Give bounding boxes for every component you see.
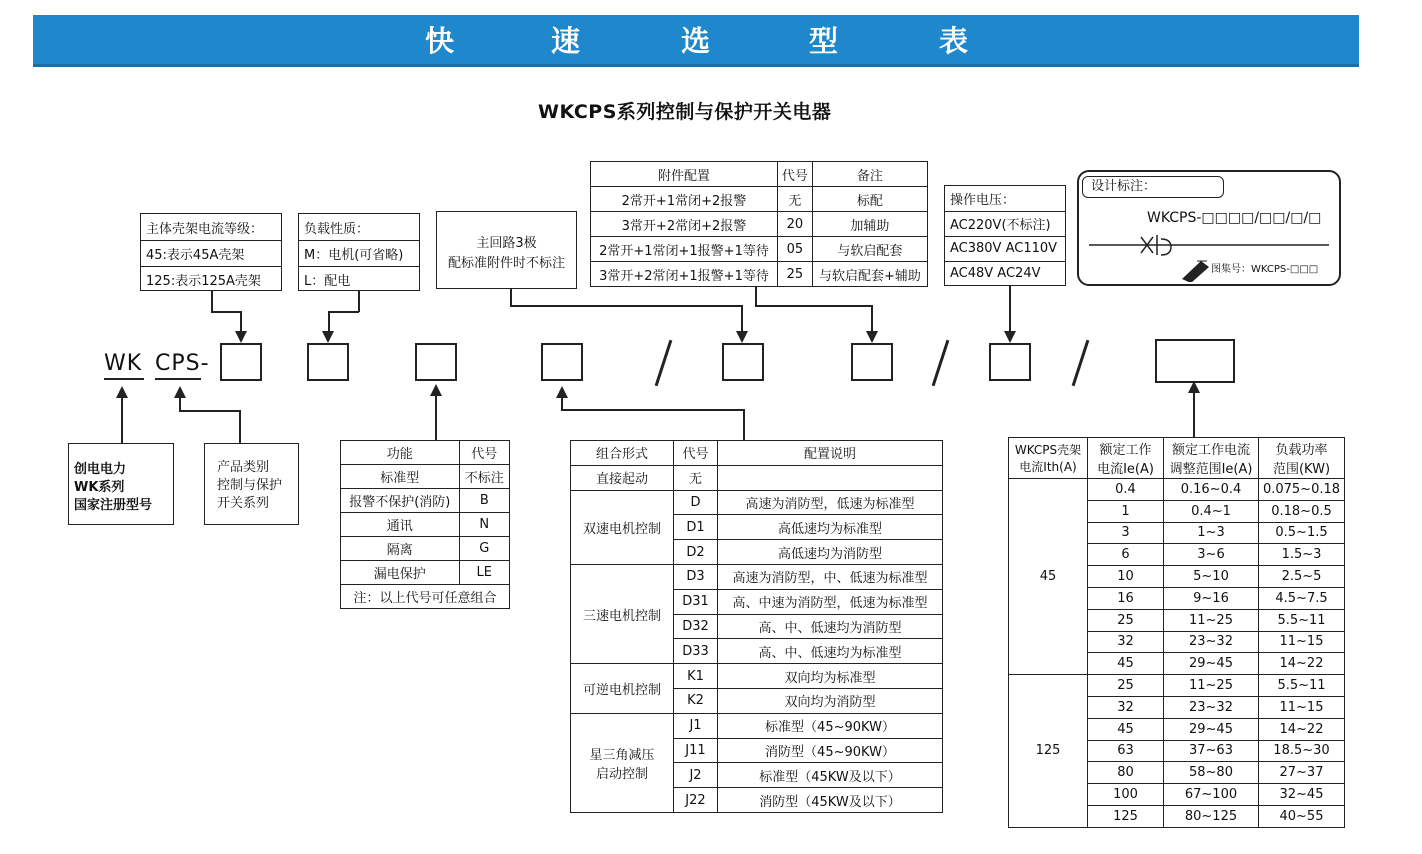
combo-desc (718, 465, 943, 490)
rating-cell: 11~25 (1164, 609, 1259, 631)
category-line: 产品类别 (217, 459, 270, 475)
rating-cell: 3~6 (1164, 544, 1259, 566)
combo-desc: 高低速均为消防型 (718, 540, 943, 565)
rating-cell: 6 (1088, 544, 1164, 566)
combo-label-line: 启动控制 (595, 766, 648, 782)
rating-cell: 27~37 (1259, 762, 1345, 784)
voltage-box-title: 操作电压： (950, 193, 1016, 208)
voltage-box-row: AC220V(不标注) (950, 218, 1051, 233)
combo-code: D (674, 490, 718, 515)
function-cell: 不标注 (459, 465, 509, 489)
model-prefix-cps: CPS- (155, 351, 210, 376)
rating-cell: 10 (1088, 566, 1164, 588)
rating-cell: 32 (1088, 631, 1164, 653)
banner-char: 表 (939, 24, 969, 58)
rating-cell: 14~22 (1259, 718, 1345, 740)
model-slot-function (415, 343, 457, 381)
combo-desc: 消防型（45~90KW） (718, 738, 943, 763)
main-circuit-box (436, 211, 577, 289)
accessory-cell: 05 (777, 237, 812, 262)
combo-header: 配置说明 (718, 441, 943, 466)
accessory-table (590, 161, 928, 287)
combo-desc: 消防型（45KW及以下） (718, 788, 943, 813)
rating-frame: 45 (1009, 479, 1088, 675)
rating-cell: 29~45 (1164, 653, 1259, 675)
combo-code: D33 (674, 639, 718, 664)
combo-code: K2 (674, 688, 718, 713)
accessory-header: 附件配置 (591, 162, 778, 187)
function-cell: 通讯 (341, 513, 460, 537)
combo-code: J22 (674, 788, 718, 813)
load-box-title: 负载性质： (304, 221, 370, 237)
combo-desc: 标准型（45KW及以下） (718, 763, 943, 788)
rating-cell: 25 (1088, 609, 1164, 631)
function-cell: 隔离 (341, 537, 460, 561)
rating-cell: 40~55 (1259, 805, 1345, 827)
rating-header (1009, 438, 1088, 479)
load-box-row: L：配电 (304, 273, 351, 289)
rating-cell: 80~125 (1164, 805, 1259, 827)
model-slot-voltage (989, 343, 1031, 381)
category-line: 控制与保护 (217, 477, 283, 493)
rating-cell: 45 (1088, 653, 1164, 675)
voltage-box-row: AC380V AC110V (950, 241, 1058, 256)
rating-cell: 67~100 (1164, 784, 1259, 806)
rating-cell: 14~22 (1259, 653, 1345, 675)
operating-voltage-box (944, 185, 1066, 286)
rating-header-line: WKCPS壳架 (1014, 443, 1082, 457)
company-line: WK系列 (74, 479, 125, 495)
rating-cell: 11~15 (1259, 696, 1345, 718)
rating-cell: 32~45 (1259, 784, 1345, 806)
function-table (340, 440, 510, 609)
combo-label: 直接起动 (571, 465, 674, 490)
company-box (68, 443, 174, 525)
rating-cell: 32 (1088, 696, 1164, 718)
combo-desc: 高低速均为标准型 (718, 515, 943, 540)
combo-label: 可逆电机控制 (571, 664, 674, 714)
banner-char: 速 (551, 24, 581, 58)
model-separator (1072, 340, 1090, 387)
model-slot-design (1155, 339, 1235, 383)
function-cell: N (459, 513, 509, 537)
combo-desc: 标准型（45~90KW） (718, 713, 943, 738)
rating-cell: 18.5~30 (1259, 740, 1345, 762)
accessory-cell: 与软启配套 (812, 237, 927, 262)
rating-cell: 0.4~1 (1164, 500, 1259, 522)
combo-code: K1 (674, 664, 718, 689)
rating-cell: 125 (1088, 805, 1164, 827)
design-atlas-number: 图集号：WKCPS-□□□ (1211, 264, 1319, 275)
accessory-cell: 20 (777, 212, 812, 237)
model-slot-frame (220, 343, 262, 381)
main-circuit-line: 配标准附件时不标注 (447, 255, 565, 271)
model-slot-load (307, 343, 349, 381)
combo-desc: 高速为消防型，低速为标准型 (718, 490, 943, 515)
rating-cell: 0.075~0.18 (1259, 479, 1345, 501)
rating-cell: 2.5~5 (1259, 566, 1345, 588)
combo-label: 双速电机控制 (571, 490, 674, 564)
rating-header (1259, 438, 1345, 479)
combo-desc: 高、中、低速均为消防型 (718, 614, 943, 639)
combo-header: 组合形式 (571, 441, 674, 466)
rating-cell: 100 (1088, 784, 1164, 806)
rating-cell: 23~32 (1164, 696, 1259, 718)
accessory-cell: 2常开+1常闭+1报警+1等待 (591, 237, 778, 262)
combo-label: 三速电机控制 (571, 564, 674, 663)
rating-cell: 4.5~7.5 (1259, 587, 1345, 609)
rating-cell: 11~25 (1164, 675, 1259, 697)
accessory-cell: 2常开+1常闭+2报警 (591, 187, 778, 212)
rating-cell: 11~15 (1259, 631, 1345, 653)
combo-header: 代号 (674, 441, 718, 466)
rating-cell: 0.16~0.4 (1164, 479, 1259, 501)
combo-code: D2 (674, 540, 718, 565)
combo-desc: 高、中速为消防型，低速为标准型 (718, 589, 943, 614)
combo-code: D3 (674, 564, 718, 589)
rating-header-line: 电流Ie(A) (1097, 462, 1154, 477)
accessory-cell: 无 (777, 187, 812, 212)
frame-box-row: 45:表示45A壳架 (146, 247, 245, 263)
category-box (204, 443, 299, 525)
model-slot-combination (541, 343, 583, 381)
frame-box-row: 125:表示125A壳架 (146, 273, 261, 289)
function-cell: 标准型 (341, 465, 460, 489)
accessory-header: 备注 (812, 162, 927, 187)
combination-table (570, 440, 943, 813)
frame-current-box (140, 213, 282, 291)
accessory-cell: 标配 (812, 187, 927, 212)
design-annotation-box (1077, 170, 1341, 286)
banner-char: 快 (425, 24, 455, 58)
accessory-cell: 3常开+2常闭+2报警 (591, 212, 778, 237)
rating-header-line: 调整范围Ie(A) (1169, 462, 1253, 477)
rating-cell: 5.5~11 (1259, 609, 1345, 631)
rating-cell: 37~63 (1164, 740, 1259, 762)
accessory-cell: 加辅助 (812, 212, 927, 237)
function-cell: LE (459, 561, 509, 585)
combo-code: J1 (674, 713, 718, 738)
rating-cell: 1~3 (1164, 522, 1259, 544)
combo-code: D32 (674, 614, 718, 639)
rating-cell: 23~32 (1164, 631, 1259, 653)
combo-desc: 双向均为标准型 (718, 664, 943, 689)
rating-frame: 125 (1009, 675, 1088, 828)
accessory-cell: 与软启配套+辅助 (812, 262, 927, 287)
main-circuit-line: 主回路3极 (476, 235, 537, 251)
load-nature-box (298, 213, 420, 291)
rating-header-line: 电流Ith(A) (1019, 460, 1077, 474)
banner-char: 选 (681, 24, 711, 58)
combo-label-star-delta (571, 713, 674, 812)
rating-cell: 29~45 (1164, 718, 1259, 740)
rating-cell: 0.18~0.5 (1259, 500, 1345, 522)
rating-cell: 5~10 (1164, 566, 1259, 588)
company-line: 国家注册型号 (74, 497, 153, 513)
rating-cell: 0.4 (1088, 479, 1164, 501)
function-header: 功能 (341, 441, 460, 465)
combo-code: J11 (674, 738, 718, 763)
rating-cell: 3 (1088, 522, 1164, 544)
rating-cell: 45 (1088, 718, 1164, 740)
model-slot-rating (851, 343, 893, 381)
rating-cell: 80 (1088, 762, 1164, 784)
model-slot-accessory (722, 343, 764, 381)
page-subtitle: WKCPS系列控制与保护开关电器 (538, 101, 832, 123)
model-separator (932, 340, 950, 387)
rating-header-line: 负载功率 (1275, 443, 1328, 458)
model-prefix-wk: WK (104, 351, 143, 376)
accessory-cell: 25 (777, 262, 812, 287)
rating-header (1088, 438, 1164, 479)
rating-cell: 0.5~1.5 (1259, 522, 1345, 544)
combo-desc: 双向均为消防型 (718, 688, 943, 713)
function-cell: 报警不保护(消防) (341, 489, 460, 513)
rating-cell: 25 (1088, 675, 1164, 697)
rating-cell: 5.5~11 (1259, 675, 1345, 697)
rating-header-line: 范围(KW) (1272, 462, 1331, 477)
company-line: 创电电力 (74, 461, 127, 477)
rating-header (1164, 438, 1259, 479)
rating-cell: 58~80 (1164, 762, 1259, 784)
function-cell: B (459, 489, 509, 513)
design-model-code: WKCPS-□□□□/□□/□/□ (1147, 210, 1322, 226)
function-cell: G (459, 537, 509, 561)
combo-desc: 高、中、低速均为标准型 (718, 639, 943, 664)
function-cell: 漏电保护 (341, 561, 460, 585)
design-box-title: 设计标注： (1082, 176, 1224, 198)
model-separator (655, 340, 673, 387)
rating-header-line: 额定工作电流 (1171, 443, 1250, 458)
banner-char: 型 (809, 24, 839, 58)
voltage-box-row: AC48V AC24V (950, 266, 1041, 281)
rating-table (1008, 437, 1345, 828)
combo-label-line: 星三角减压 (589, 747, 655, 763)
frame-box-title: 主体壳架电流等级： (146, 221, 264, 237)
combo-code: D1 (674, 515, 718, 540)
title-banner (33, 15, 1359, 67)
combo-code: D31 (674, 589, 718, 614)
rating-cell: 1.5~3 (1259, 544, 1345, 566)
rating-cell: 63 (1088, 740, 1164, 762)
function-note: 注：以上代号可任意组合 (341, 585, 510, 609)
rating-cell: 1 (1088, 500, 1164, 522)
combo-desc: 高速为消防型，中、低速为标准型 (718, 564, 943, 589)
category-line: 开关系列 (217, 495, 270, 511)
rating-cell: 9~16 (1164, 587, 1259, 609)
combo-code: J2 (674, 763, 718, 788)
accessory-header: 代号 (777, 162, 812, 187)
rating-header-line: 额定工作 (1099, 443, 1152, 458)
accessory-cell: 3常开+2常闭+1报警+1等待 (591, 262, 778, 287)
load-box-row: M：电机(可省略) (304, 247, 404, 263)
function-header: 代号 (459, 441, 509, 465)
rating-cell: 16 (1088, 587, 1164, 609)
combo-code: 无 (674, 465, 718, 490)
